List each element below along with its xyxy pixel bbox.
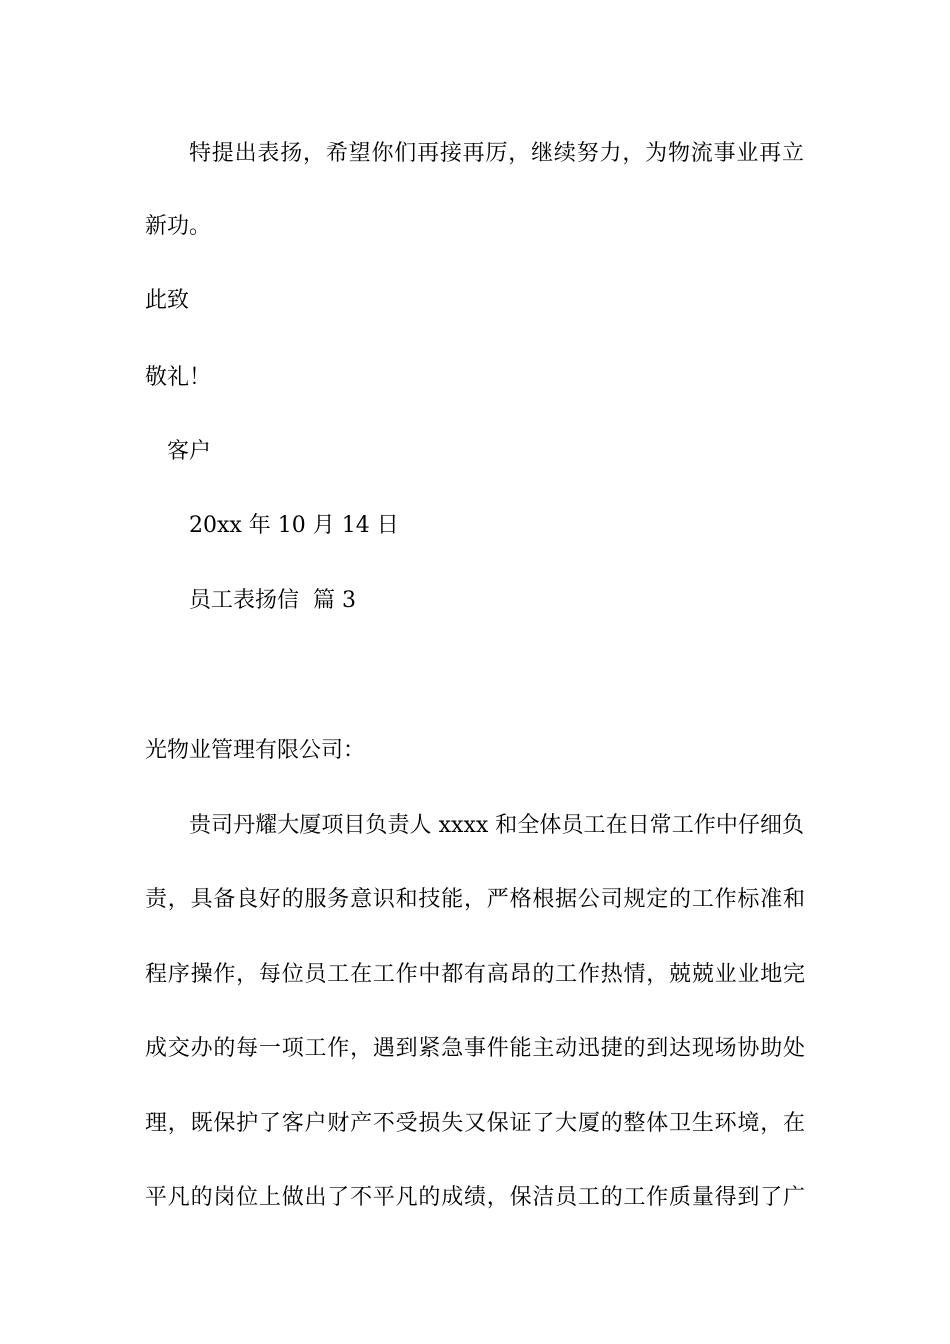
- body-line-2: 责，具备良好的服务意识和技能，严格根据公司规定的工作标准和: [145, 887, 805, 912]
- recipient-line: 光物业管理有限公司：: [145, 738, 366, 763]
- section-heading: 员工表扬信 篇 3: [189, 588, 356, 613]
- closing-salutation: 此致: [145, 288, 190, 313]
- closing-regards: 敬礼！: [145, 365, 212, 390]
- body-line-5: 理，既保护了客户财产不受损失又保证了大厦的整体卫生环境，在: [145, 1111, 805, 1136]
- paragraph-line-2: 新功。: [145, 214, 212, 239]
- signature-date: 20xx 年 10 月 14 日: [189, 513, 399, 538]
- paragraph-line-1: 特提出表扬，希望你们再接再厉，继续努力，为物流事业再立: [189, 141, 804, 166]
- body-line-4: 成交办的每一项工作，遇到紧急事件能主动迅捷的到达现场协助处: [145, 1036, 805, 1061]
- body-line-6: 平凡的岗位上做出了不平凡的成绩，保洁员工的工作质量得到了广: [145, 1185, 805, 1210]
- body-line-1: 贵司丹耀大厦项目负责人 xxxx 和全体员工在日常工作中仔细负: [189, 813, 804, 838]
- body-line-3: 程序操作，每位员工在工作中都有高昂的工作热情，兢兢业业地完: [145, 962, 805, 987]
- signature-name: 客户: [167, 439, 212, 464]
